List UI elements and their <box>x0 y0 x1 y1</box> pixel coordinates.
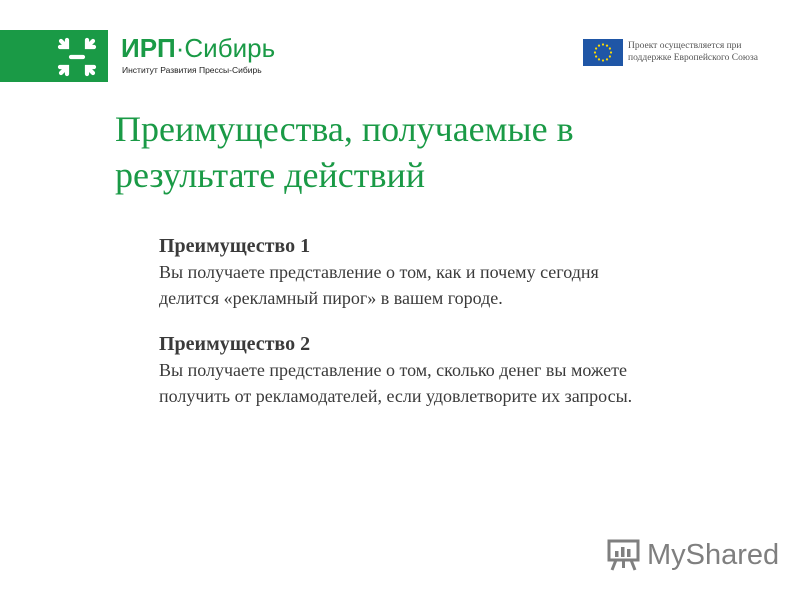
eu-note-line-1: Проект осуществляется при <box>628 41 742 51</box>
benefit-description-line-1: Вы получаете представление о том, как и почему сегодня <box>159 262 599 282</box>
watermark-text: MyShared <box>647 539 780 571</box>
slide-title-line-1: Преимущества, получаемые в <box>115 109 574 149</box>
eu-funding-note <box>628 40 788 64</box>
benefit-heading: Преимущество 1 <box>159 235 311 257</box>
brand-name-bold: ИРП <box>121 33 176 63</box>
slide-title-line-2: результате действий <box>115 155 426 195</box>
brand-name-rest: Сибирь <box>184 33 276 63</box>
benefit-description <box>159 357 779 409</box>
brand-subtitle: Институт Развития Прессы-Сибирь <box>122 65 262 75</box>
eu-flag-icon <box>583 39 623 66</box>
benefit-description-line-1: Вы получаете представление о том, сколько денег вы можете <box>159 360 627 380</box>
brand-name <box>121 33 275 63</box>
logo-block <box>0 30 108 82</box>
brand-name-separator: · <box>175 33 185 63</box>
irp-snowflake-icon <box>56 36 98 78</box>
eu-note-line-2: поддержке Европейского Союза <box>628 53 758 63</box>
benefit-description-line-2: делится «рекламный пирог» в вашем городе. <box>159 288 503 308</box>
benefit-item-1 <box>159 233 779 311</box>
benefits-list <box>159 233 779 409</box>
benefit-description-line-2: получить от рекламодателей, если удовлетворите их запросы. <box>159 386 633 406</box>
presentation-board-icon <box>606 537 642 573</box>
benefit-item-2 <box>159 331 779 409</box>
benefit-description <box>159 259 779 311</box>
slide-title <box>115 106 735 198</box>
benefit-heading: Преимущество 2 <box>159 333 311 355</box>
